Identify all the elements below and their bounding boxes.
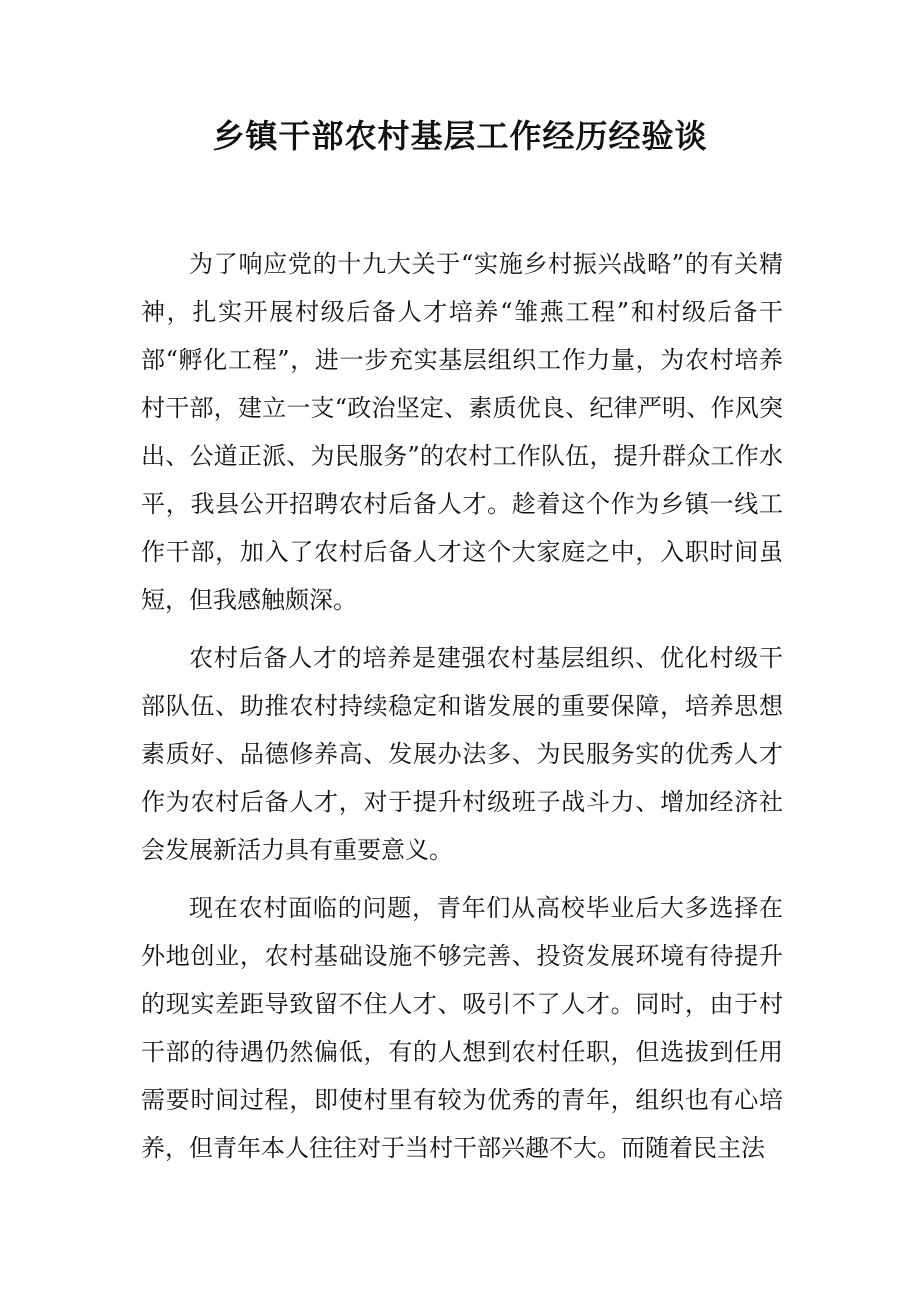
paragraph-1: 为了响应党的十九大关于“实施乡村振兴战略”的有关精神，扎实开展村级后备人才培养“雏燕工程”和村级后备干部“孵化工程”，进一步充实基层组织工作力量，为农村培养村干部，建立一支“政治坚定、素质优良、纪律严明、作风突出、公道正派、为民服务”的农村工作队伍，提升群众工作水平，我县公开招聘农村后备人才。趁着这个作为乡镇一线工作干部，加入了农村后备人才这个大家庭之中，入职时间虽短，但我感触颇深。 bbox=[141, 250, 783, 614]
paragraph-2: 农村后备人才的培养是建强农村基层组织、优化村级干部队伍、助推农村持续稳定和谐发展的重要保障，培养思想素质好、品德修养高、发展办法多、为民服务实的优秀人才作为农村后备人才，对于提升村级班子战斗力、增加经济社会发展新活力具有重要意义。 bbox=[141, 644, 783, 864]
document-body bbox=[141, 240, 783, 1182]
document-title: 乡镇干部农村基层工作经历经验谈 bbox=[212, 117, 708, 155]
paragraph-3: 现在农村面临的问题，青年们从高校毕业后大多选择在外地创业，农村基础设施不够完善、投资发展环境有待提升的现实差距导致留不住人才、吸引不了人才。同时，由于村干部的待遇仍然偏低，有的人想到农村任职，但选拔到任用需要时间过程，即使村里有较为优秀的青年，组织也有心培养，但青年本人往往对于当村干部兴趣不大。而随着民主法 bbox=[141, 894, 783, 1162]
